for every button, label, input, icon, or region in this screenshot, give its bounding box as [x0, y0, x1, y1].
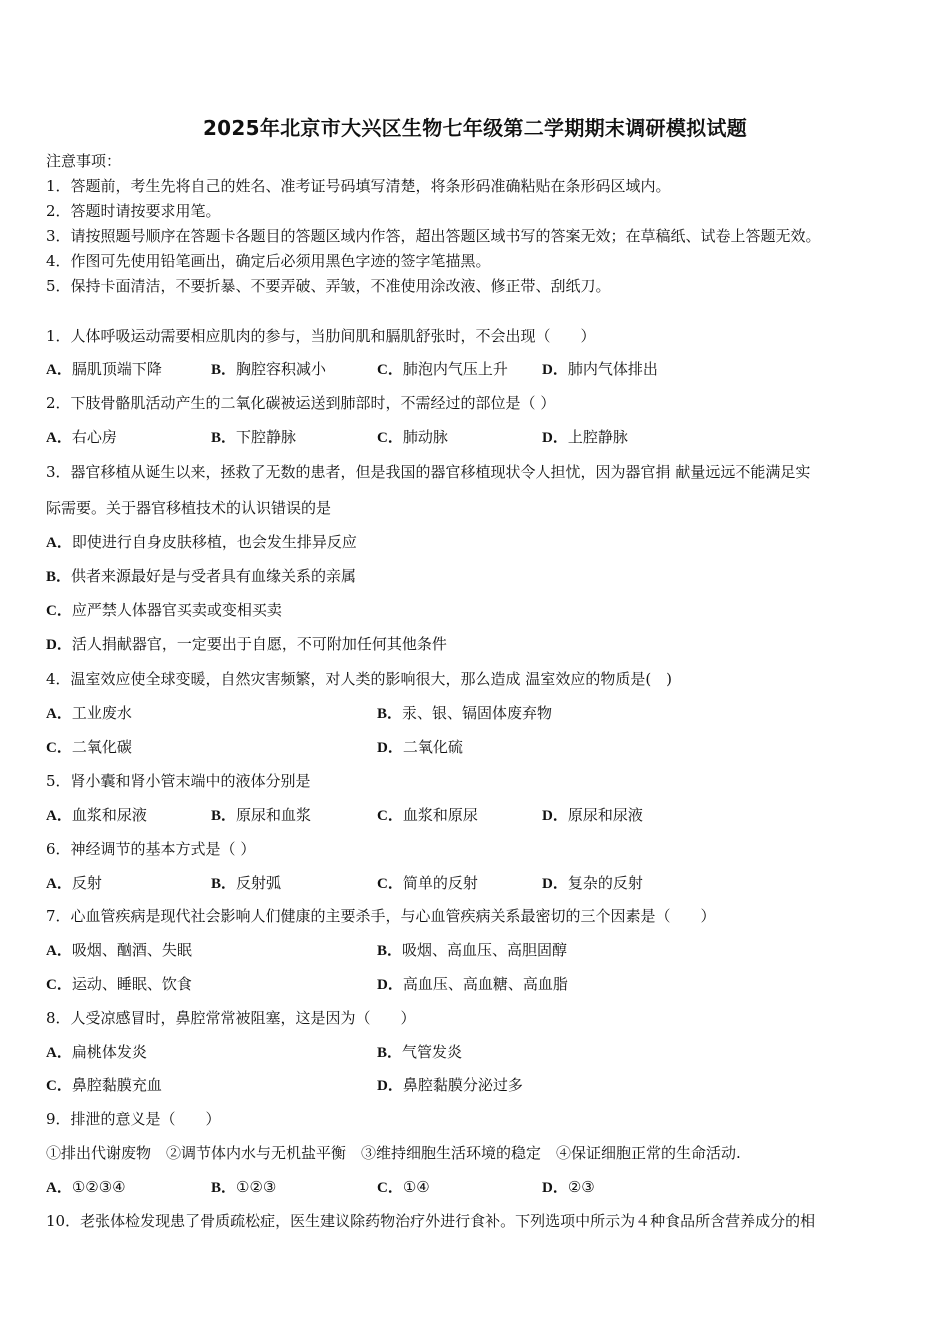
option-text: 肺内气体排出	[567, 360, 658, 378]
question-6-option-b	[211, 873, 281, 894]
option-letter: A．	[46, 876, 72, 892]
option-text: 膈肌顶端下降	[71, 360, 162, 378]
question-6-option-c	[377, 873, 478, 894]
option-text: 供者来源最好是与受者具有血缘关系的亲属	[71, 567, 357, 585]
option-text: 血浆和尿液	[71, 806, 147, 824]
option-text: ①②③④	[71, 1178, 126, 1196]
question-7-option-b	[377, 940, 567, 961]
notice-item: 4．作图可先使用铅笔画出，确定后必须用黑色字迹的签字笔描黑。	[46, 252, 491, 270]
notice-item: 2．答题时请按要求用笔。	[46, 202, 221, 220]
question-4-option-a	[46, 703, 132, 724]
option-text: 鼻腔黏膜分泌过多	[402, 1076, 523, 1094]
question-6-option-d	[542, 873, 643, 894]
option-letter: A．	[46, 1045, 72, 1061]
notice-item: 1．答题前，考生先将自己的姓名、准考证号码填写清楚，将条形码准确粘贴在条形码区域内。	[46, 177, 671, 195]
option-letter: D．	[542, 1180, 568, 1196]
option-text: 肺泡内气压上升	[402, 360, 508, 378]
option-text: 活人捐献器官，一定要出于自愿，不可附加任何其他条件	[71, 635, 447, 653]
option-text: 高血压、高血糖、高血脂	[402, 975, 568, 993]
option-text: 原尿和尿液	[567, 806, 643, 824]
option-letter: C．	[377, 808, 403, 824]
question-6-stem: 6．神经调节的基本方式是（ ）	[46, 840, 256, 858]
option-letter: D．	[46, 637, 72, 653]
question-9-statements: ①排出代谢废物 ②调节体内水与无机盐平衡 ③维持细胞生活环境的稳定 ④保证细胞正常的生命活动.	[46, 1144, 741, 1162]
option-letter: A．	[46, 808, 72, 824]
question-4-option-c	[46, 737, 132, 758]
question-3-option-b	[46, 566, 356, 587]
question-7-option-a	[46, 940, 192, 961]
option-letter: D．	[377, 740, 403, 756]
option-letter: C．	[377, 362, 403, 378]
notice-item: 5．保持卡面清洁，不要折暴、不要弄破、弄皱，不准使用涂改液、修正带、刮纸刀。	[46, 277, 611, 295]
option-letter: D．	[542, 362, 568, 378]
question-8-option-b	[377, 1042, 462, 1063]
option-letter: A．	[46, 706, 72, 722]
notice-heading: 注意事项：	[46, 152, 122, 170]
option-text: ①②③	[236, 1178, 277, 1196]
option-letter: B．	[211, 362, 237, 378]
option-letter: B．	[46, 569, 72, 585]
question-8-option-c	[46, 1075, 162, 1096]
option-letter: C．	[377, 1180, 403, 1196]
option-text: 即使进行自身皮肤移植，也会发生排异反应	[71, 533, 357, 551]
option-letter: B．	[377, 943, 403, 959]
question-7-stem: 7．心血管疾病是现代社会影响人们健康的主要杀手，与心血管疾病关系最密切的三个因素是（ ）	[46, 907, 716, 925]
option-text: 反射	[71, 874, 102, 892]
question-3-option-a	[46, 532, 357, 553]
option-text: 肺动脉	[402, 428, 448, 446]
option-text: 吸烟、酗酒、失眠	[71, 941, 192, 959]
question-5-option-c	[377, 805, 478, 826]
question-2-option-b	[211, 427, 296, 448]
question-8-option-d	[377, 1075, 523, 1096]
option-letter: B．	[377, 706, 403, 722]
option-letter: A．	[46, 1180, 72, 1196]
option-letter: A．	[46, 535, 72, 551]
question-2-option-d	[542, 427, 628, 448]
question-8-stem: 8．人受凉感冒时，鼻腔常常被阻塞，这是因为（ ）	[46, 1009, 416, 1027]
question-7-option-c	[46, 974, 192, 995]
question-3-stem-cont: 际需要。关于器官移植技术的认识错误的是	[46, 499, 332, 517]
option-text: 气管发炎	[402, 1043, 463, 1061]
question-9-option-b	[211, 1177, 276, 1198]
option-text: 吸烟、高血压、高胆固醇	[402, 941, 568, 959]
option-letter: D．	[377, 977, 403, 993]
option-letter: A．	[46, 430, 72, 446]
option-text: 血浆和原尿	[402, 806, 478, 824]
question-2-option-c	[377, 427, 448, 448]
question-4-option-d	[377, 737, 463, 758]
question-5-option-b	[211, 805, 311, 826]
question-9-option-d	[542, 1177, 595, 1198]
question-5-stem: 5．肾小囊和肾小管末端中的液体分别是	[46, 772, 311, 790]
question-2-option-a	[46, 427, 117, 448]
question-1-option-c	[377, 359, 508, 380]
question-6-option-a	[46, 873, 102, 894]
question-4-stem: 4．温室效应使全球变暖，自然灾害频繁，对人类的影响很大，那么造成 温室效应的物质是( )	[46, 670, 673, 688]
option-letter: C．	[377, 430, 403, 446]
question-7-option-d	[377, 974, 568, 995]
question-3-stem: 3．器官移植从诞生以来，拯救了无数的患者，但是我国的器官移植现状令人担忧，因为器官捐 献量远远不能满足实	[46, 463, 811, 481]
question-8-option-a	[46, 1042, 147, 1063]
option-letter: A．	[46, 362, 72, 378]
question-3-option-c	[46, 600, 282, 621]
option-text: 复杂的反射	[567, 874, 643, 892]
option-letter: C．	[46, 603, 72, 619]
option-text: 运动、睡眠、饮食	[71, 975, 192, 993]
question-4-option-b	[377, 703, 552, 724]
option-letter: B．	[211, 1180, 237, 1196]
option-letter: B．	[211, 808, 237, 824]
option-text: 扁桃体发炎	[71, 1043, 147, 1061]
question-5-option-d	[542, 805, 643, 826]
option-text: 工业废水	[71, 704, 132, 722]
question-9-option-a	[46, 1177, 126, 1198]
option-text: 鼻腔黏膜充血	[71, 1076, 162, 1094]
question-1-option-a	[46, 359, 162, 380]
option-text: 原尿和血浆	[236, 806, 312, 824]
option-letter: C．	[46, 1078, 72, 1094]
option-text: 应严禁人体器官买卖或变相买卖	[71, 601, 282, 619]
option-letter: C．	[46, 740, 72, 756]
option-text: 下腔静脉	[236, 428, 297, 446]
option-letter: B．	[211, 430, 237, 446]
option-text: 反射弧	[236, 874, 282, 892]
option-text: 右心房	[71, 428, 117, 446]
option-text: 汞、银、镉固体废弃物	[402, 704, 553, 722]
question-1-option-b	[211, 359, 326, 380]
option-letter: A．	[46, 943, 72, 959]
option-letter: D．	[542, 876, 568, 892]
question-9-stem: 9．排泄的意义是（ ）	[46, 1110, 221, 1128]
option-text: 胸腔容积减小	[236, 360, 327, 378]
option-text: 二氧化碳	[71, 738, 132, 756]
option-letter: B．	[211, 876, 237, 892]
option-text: ②③	[567, 1178, 595, 1196]
option-letter: C．	[46, 977, 72, 993]
option-text: 上腔静脉	[567, 428, 628, 446]
question-10-stem: 10．老张体检发现患了骨质疏松症，医生建议除药物治疗外进行食补。下列选项中所示为４种食品所含营养成分的相	[46, 1212, 816, 1230]
notice-item: 3．请按照题号顺序在答题卡各题目的答题区域内作答，超出答题区域书写的答案无效；在草稿纸、试卷上答题无效。	[46, 227, 821, 245]
option-letter: D．	[542, 430, 568, 446]
question-2-stem: 2．下肢骨骼肌活动产生的二氧化碳被运送到肺部时，不需经过的部位是（ ）	[46, 394, 556, 412]
option-text: ①④	[402, 1178, 430, 1196]
question-9-option-c	[377, 1177, 430, 1198]
question-1-stem: 1．人体呼吸运动需要相应肌肉的参与，当肋间肌和膈肌舒张时，不会出现（ ）	[46, 327, 596, 345]
option-letter: C．	[377, 876, 403, 892]
question-1-option-d	[542, 359, 658, 380]
option-text: 简单的反射	[402, 874, 478, 892]
question-3-option-d	[46, 634, 447, 655]
option-letter: B．	[377, 1045, 403, 1061]
option-letter: D．	[377, 1078, 403, 1094]
question-5-option-a	[46, 805, 147, 826]
option-letter: D．	[542, 808, 568, 824]
option-text: 二氧化硫	[402, 738, 463, 756]
page-title: 2025年北京市大兴区生物七年级第二学期期末调研模拟试题	[202, 116, 748, 140]
